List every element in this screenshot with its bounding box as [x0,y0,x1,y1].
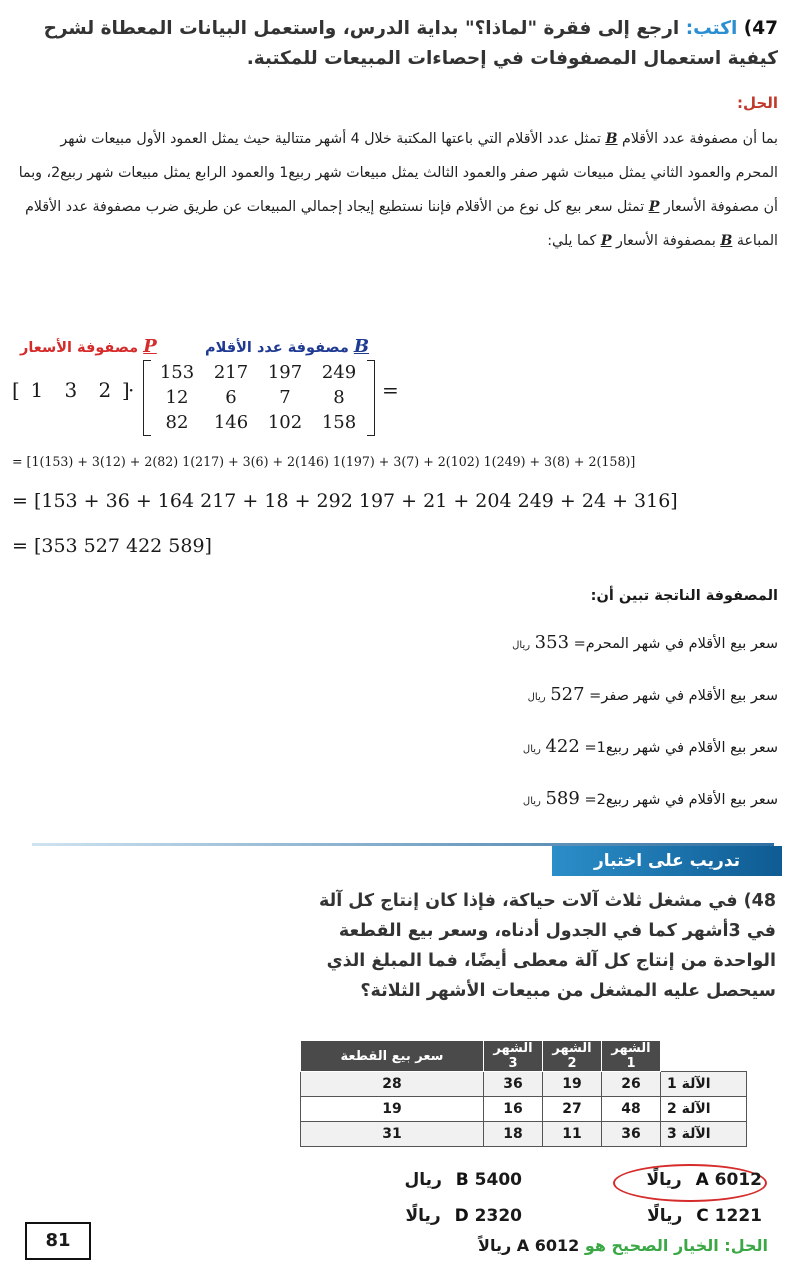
table-cell: 28 [301,1072,484,1097]
pens-symbol: B [353,336,370,357]
table-cell: 31 [301,1122,484,1147]
option-d[interactable] [405,1206,522,1226]
row-label: الآلة 3 [661,1122,747,1147]
table-header: الشهر 1 [602,1041,661,1072]
question-text: ارجع إلى فقرة "لماذا؟" بداية الدرس، واستعمل البيانات المعطاة لشرح كيفية استعمال المصفوفات في إحصاءات المبيعات للمكتبة. [43,18,778,69]
matrix-symbol-p: P [648,199,660,215]
matrix-symbol-p-2: P [600,233,612,249]
matrix-cell: 7 [279,387,291,408]
matrix-symbol-b-2: B [720,233,733,249]
row-vector: [ 1 3 2 ] [12,378,130,402]
para-part-4: بمصفوفة الأسعار [616,233,716,249]
option-letter: B [455,1170,469,1190]
matrix-cell: 153 [159,362,195,383]
table-cell: 11 [543,1122,602,1147]
solution-label: الحل: [737,94,778,112]
question-number: 48) [743,891,776,911]
table-cell: 27 [543,1097,602,1122]
option-text: 2320 ريالًا [405,1206,522,1226]
matrix-cell: 146 [213,412,249,433]
final-answer-letter: A [516,1236,530,1255]
result-line [512,632,778,653]
page-number: 81 [25,1222,91,1260]
final-answer-value: 6012 ريالاً [478,1236,580,1255]
option-c[interactable] [647,1206,762,1226]
option-b[interactable] [405,1170,522,1190]
prices-matrix-label [20,336,157,357]
matrix-cell: 12 [165,387,189,408]
matrix-cell: 197 [267,362,303,383]
matrix-cell: 8 [333,387,345,408]
question-text: في مشغل ثلاث آلات حياكة، فإذا كان إنتاج كل آلة في 3أشهر كما في الجدول أدناه، وسعر بيع القطعة الواحدة من إنتاج كل آلة معطى أيضًا، فما المبلغ الذي سيحصل عليه المشغل من مبيعات الأشهر الثلاثة؟ [319,891,776,1001]
para-part-2: تمثل عدد الأقلام التي باعتها المكتبة خلال 4 أشهر متتالية حيث يمثل العمود الأول مبيعات شهر المحرم والعمود الثاني يمثل مبيعات شهر صفر والعمود الثالث يمثل مبيعات شهر ربيع1 والعمود الرابع يمثل مبيعات شهر ربيع2، وبما أن مصفوفة الأسعار [18,131,778,215]
sum-line: = [153 + 36 + 164 217 + 18 + 292 197 + 21 + 204 249 + 24 + 316] [12,490,678,512]
table-cell: 19 [301,1097,484,1122]
row-vector-entry: 3 [64,378,78,402]
table-cell: 18 [484,1122,543,1147]
matrix-cell: 102 [267,412,303,433]
dot-operator: · [128,378,135,402]
row-vector-entry: 1 [30,378,44,402]
expansion-line: = [1(153) + 3(12) + 2(82) 1(217) + 3(6) + 2(146) 1(197) + 3(7) + 2(102) 1(249) + 3(8) + 2(158)] [12,454,636,469]
table-row [301,1097,747,1122]
option-letter: A [695,1170,709,1190]
result-value: 422 [545,736,580,757]
question-48 [316,886,776,1006]
result-text: سعر بيع الأقلام في شهر ربيع2= [584,792,778,808]
result-text: سعر بيع الأقلام في شهر المحرم= [573,636,778,652]
option-a[interactable] [646,1170,762,1190]
para-part-1: بما أن مصفوفة عدد الأقلام [622,131,778,147]
table-header: الشهر 2 [543,1041,602,1072]
prices-label-text: مصفوفة الأسعار [20,340,139,356]
table-header: الشهر 3 [484,1041,543,1072]
result-line [523,736,778,757]
result-currency: ريال [527,692,546,703]
table-cell: 16 [484,1097,543,1122]
result-value: 353 [534,632,570,653]
question-number: 47) [743,18,778,39]
option-letter: C [696,1206,709,1226]
final-answer [478,1236,768,1255]
table-row [301,1072,747,1097]
table-header: سعر بيع القطعة [301,1041,484,1072]
para-part-3: تمثل سعر بيع كل نوع من الأقلام فإننا نستطيع إيجاد إجمالي المبيعات عن طريق ضرب مصفوفة عدد الأقلام المباعة [25,199,778,249]
result-text: سعر بيع الأقلام في شهر ربيع1= [584,740,778,756]
pens-matrix-label [205,336,369,357]
result-heading: المصفوفة الناتجة تبين أن: [590,588,778,604]
test-practice-banner: تدريب على اختبار [552,846,782,876]
production-table [300,1040,747,1147]
matrix-symbol-b: B [605,131,618,147]
equals-sign: = [382,378,399,402]
result-currency: ريال [522,796,541,807]
table-cell: 19 [543,1072,602,1097]
table-cell: 36 [602,1122,661,1147]
option-text: 1221 ريالًا [647,1206,762,1226]
result-currency: ريال [522,744,541,755]
option-letter: D [454,1206,469,1226]
table-cell: 26 [602,1072,661,1097]
result-value: 527 [550,684,585,705]
result-line [528,684,778,705]
table-cell: 36 [484,1072,543,1097]
matrix-cell: 249 [321,362,357,383]
row-label: الآلة 1 [661,1072,747,1097]
final-answer-label: الحل: الخيار الصحيح هو [584,1236,768,1255]
table-row [301,1122,747,1147]
matrix-cell: 158 [321,412,357,433]
solution-paragraph [18,122,778,258]
matrix-cell: 6 [225,387,237,408]
question-keyword: اكتب: [685,18,738,39]
table-corner [661,1041,747,1072]
row-vector-entry: 2 [98,378,112,402]
result-matrix-line: = [353 527 422 589] [12,535,212,557]
question-47 [18,14,778,74]
result-value: 589 [545,788,580,809]
option-text: 6012 ريالًا [646,1170,762,1190]
pens-label-text: مصفوفة عدد الأقلام [205,340,349,356]
result-text: سعر بيع الأقلام في شهر صفر= [589,688,778,704]
prices-symbol: P [143,336,157,357]
row-label: الآلة 2 [661,1097,747,1122]
matrix-b [143,360,375,436]
option-text: 5400 ريال [404,1170,522,1190]
para-part-5: كما يلي: [547,233,597,249]
matrix-cell: 217 [213,362,249,383]
result-currency: ريال [512,640,531,651]
result-line [523,788,778,809]
table-cell: 48 [602,1097,661,1122]
matrix-cell: 82 [165,412,189,433]
